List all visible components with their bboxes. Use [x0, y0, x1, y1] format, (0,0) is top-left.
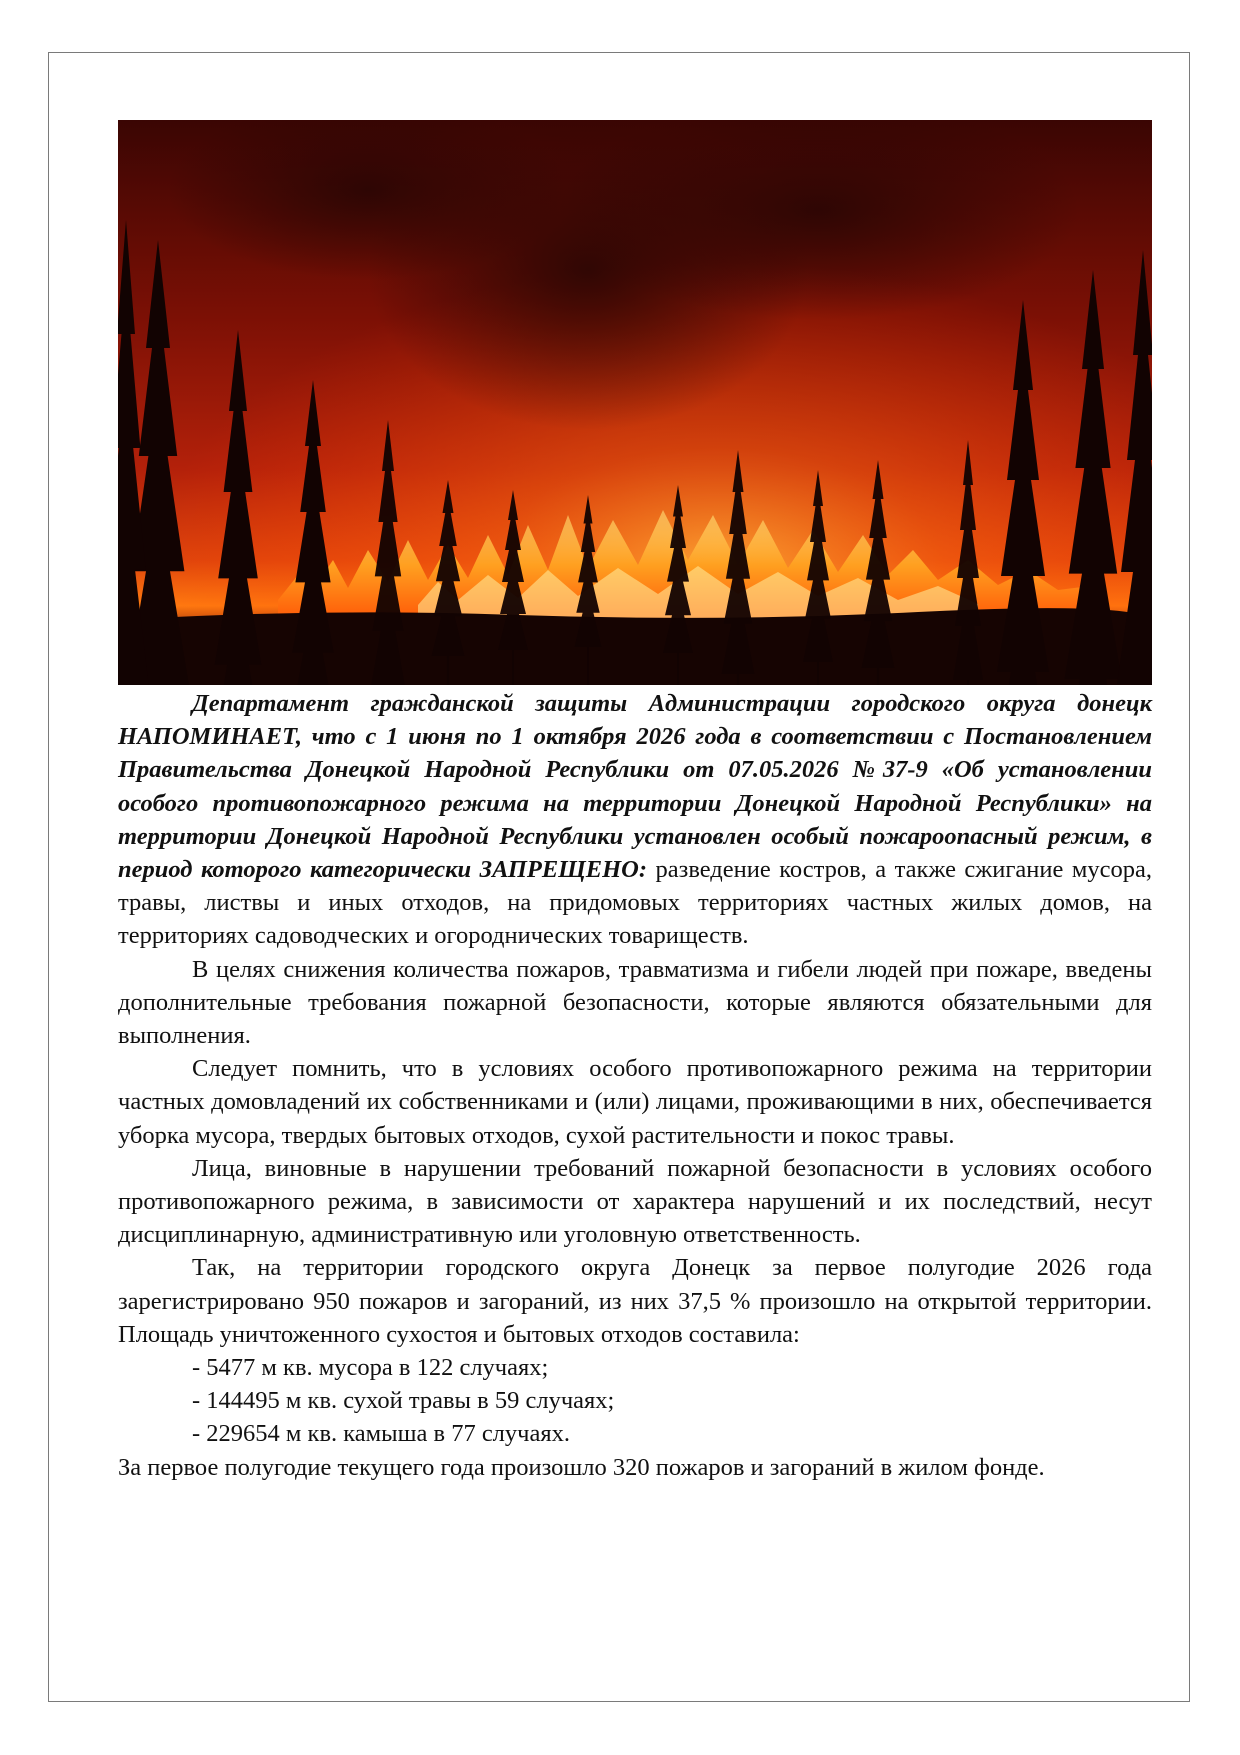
list-item: - 229654 м кв. камыша в 77 случаях.	[192, 1420, 571, 1448]
intro-plain-text: разведение костров, а также сжигание мусора, травы, листвы и иных отходов, на придомовых территориях частных жилых домов, на территориях садоводческих и огороднических товариществ.	[118, 856, 1152, 950]
list-item: - 144495 м кв. сухой травы в 59 случаях;	[192, 1387, 615, 1415]
document-body	[118, 120, 1152, 1484]
intro-paragraph	[118, 687, 1152, 953]
paragraph-responsibility: Лица, виновные в нарушении требований пожарной безопасности в условиях особого противопожарного режима, в зависимости от характера нарушений и их последствий, несут дисциплинарную, административную или уголовную ответственность.	[118, 1154, 1152, 1249]
forest-fire-image	[118, 120, 1152, 685]
statistics-list	[118, 1351, 1152, 1451]
intro-bold-text: Департамент гражданской защиты Администрации городского округа донецк НАПОМИНАЕТ, что с 1 июня по 1 октября 2026 года в соответствии с Постановлением Правительства Донецкой Народной Республики от 07.05.2026 №37-9 «Об установлении особого противопожарного режима на территории Донецкой Народной Республики» на территории Донецкой Народной Республики установлен особый пожароопасный режим, в период которого категорически ЗАПРЕЩЕНО:	[118, 690, 1152, 884]
closing-paragraph: За первое полугодие текущего года произошло 320 пожаров и загораний в жилом фонде.	[118, 1453, 1045, 1481]
paragraph-requirements: В целях снижения количества пожаров, травматизма и гибели людей при пожаре, введены дополнительные требования пожарной безопасности, которые являются обязательными для выполнения.	[118, 955, 1152, 1050]
paragraph-reminder: Следует помнить, что в условиях особого противопожарного режима на территории частных домовладений их собственниками и (или) лицами, проживающими в них, обеспечивается уборка мусора, твердых бытовых отходов, сухой растительности и покос травы.	[118, 1055, 1152, 1149]
notice-text	[118, 687, 1152, 1484]
list-item: - 5477 м кв. мусора в 122 случаях;	[192, 1354, 549, 1382]
paragraph-statistics: Так, на территории городского округа Донецк за первое полугодие 2026 года зарегистрировано 950 пожаров и загораний, из них 37,5 % произошло на открытой территории. Площадь уничтоженного сухостоя и бытовых отходов составила:	[118, 1254, 1152, 1348]
